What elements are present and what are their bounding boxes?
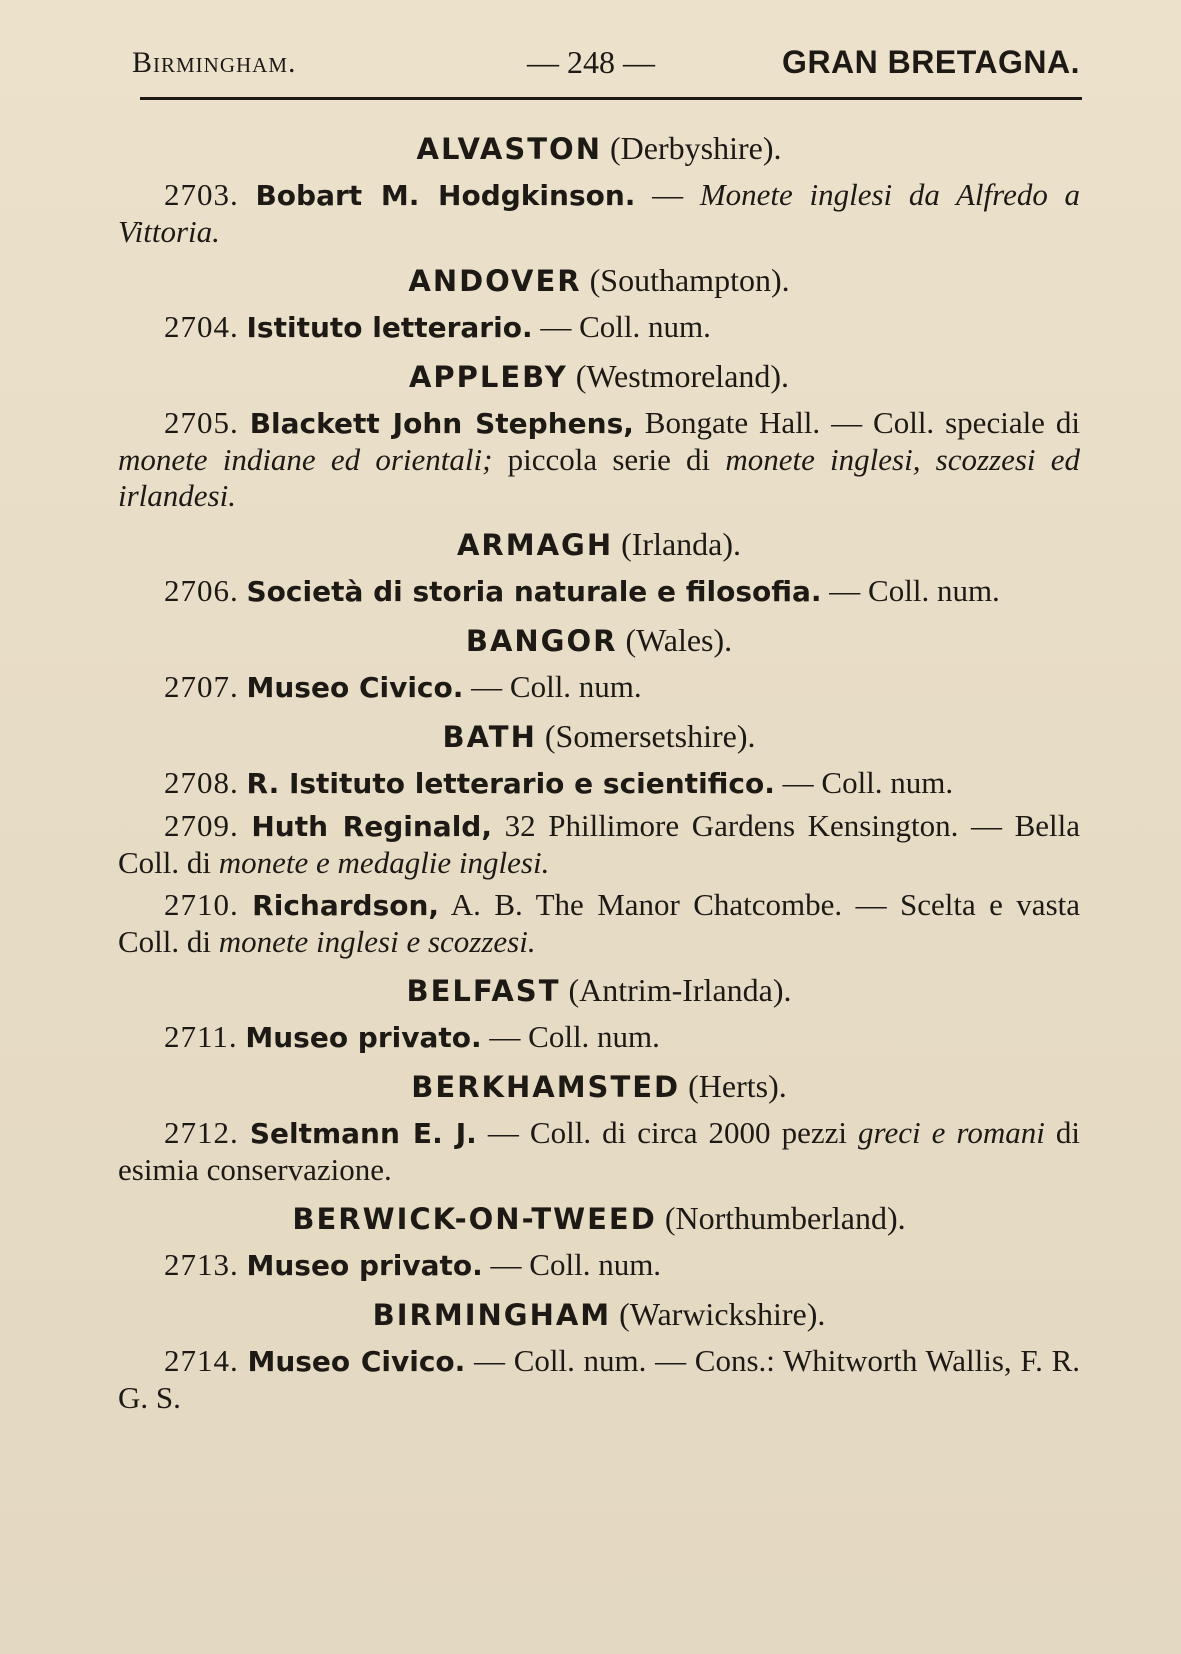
entry-text: — Coll. num.	[821, 573, 1000, 608]
entry-name: Museo Civico.	[246, 671, 464, 704]
place-region: (Westmoreland).	[575, 358, 790, 394]
entry-italic-text: Monete inglesi da Alfredo a Vittoria.	[118, 177, 1081, 249]
entry-text: —	[635, 177, 700, 212]
entry-italic-text: greci e romani	[858, 1115, 1045, 1150]
place-name: BELFAST	[406, 974, 561, 1008]
place-name: ALVASTON	[416, 132, 602, 166]
entry-number: 2713.	[164, 1247, 239, 1282]
collection-entry	[118, 405, 1080, 514]
entry-text: A. B. The Manor Chatcombe. — Scelta e vasta Coll. di	[118, 887, 1080, 959]
entry-name: Huth Reginald,	[251, 810, 492, 843]
place-name: APPLEBY	[408, 360, 568, 394]
place-section	[118, 260, 1080, 346]
place-name: BIRMINGHAM	[372, 1298, 612, 1332]
place-heading	[118, 716, 1080, 757]
place-section	[118, 716, 1080, 960]
place-section	[118, 356, 1080, 514]
collection-entry	[118, 1343, 1080, 1416]
entry-text: piccola serie di	[492, 442, 726, 477]
entry-number: 2712.	[164, 1115, 239, 1150]
collection-entry	[118, 1247, 1080, 1284]
collection-entry	[118, 1115, 1080, 1188]
place-heading	[118, 128, 1080, 169]
entry-name: Bobart M. Hodgkinson.	[255, 179, 636, 212]
place-name: ANDOVER	[408, 264, 582, 298]
place-name: BERWICK-ON-TWEED	[292, 1202, 657, 1236]
place-heading	[118, 356, 1080, 397]
place-heading	[118, 1198, 1080, 1239]
entry-name: R. Istituto letterario e scientifico.	[246, 767, 775, 800]
place-region: (Wales).	[625, 622, 733, 658]
place-name: ARMAGH	[456, 528, 614, 562]
place-section	[118, 620, 1080, 706]
place-section	[118, 128, 1080, 250]
collection-entry	[118, 887, 1080, 960]
place-heading	[118, 1294, 1080, 1335]
entry-number: 2706.	[164, 573, 239, 608]
place-name: BERKHAMSTED	[411, 1070, 681, 1104]
entry-text: — Coll. num.	[482, 1247, 662, 1282]
entry-name: Museo privato.	[245, 1021, 482, 1054]
place-heading	[118, 260, 1080, 301]
place-heading	[118, 620, 1080, 661]
page-number: — 248 —	[527, 44, 655, 80]
entry-name: Museo Civico.	[247, 1345, 466, 1378]
entry-text: Bongate Hall. — Coll. speciale di	[633, 405, 1080, 440]
place-name: BATH	[442, 720, 537, 754]
entry-text: — Coll. num.	[532, 309, 711, 344]
place-heading	[118, 524, 1080, 565]
entry-number: 2709.	[164, 808, 239, 843]
place-heading	[118, 1066, 1080, 1107]
place-region: (Antrim-Irlanda).	[568, 972, 792, 1008]
entry-italic-text: monete e medaglie inglesi.	[218, 845, 550, 880]
entry-text: — Coll. num. — Cons.: Whitworth Wallis, F. R. G. S.	[118, 1343, 1081, 1415]
collection-entry	[118, 765, 1080, 802]
entry-name: Istituto letterario.	[246, 311, 533, 344]
entry-text: — Coll. num.	[463, 669, 642, 704]
collection-entry	[118, 573, 1080, 610]
page-body	[118, 118, 1080, 1422]
place-name: BANGOR	[465, 624, 618, 658]
collection-entry	[118, 808, 1080, 881]
place-section	[118, 970, 1080, 1056]
entry-number: 2714.	[164, 1343, 239, 1378]
entry-italic-text: monete indiane ed orientali;	[118, 442, 493, 477]
running-head-country: GRAN BRETAGNA.	[782, 44, 1080, 80]
place-section	[118, 524, 1080, 610]
entry-number: 2704.	[164, 309, 239, 344]
place-region: (Somersetshire).	[544, 718, 756, 754]
place-section	[118, 1294, 1080, 1416]
place-region: (Derbyshire).	[609, 130, 782, 166]
running-head	[132, 40, 1080, 90]
entry-name: Seltmann E. J.	[249, 1117, 477, 1150]
place-heading	[118, 970, 1080, 1011]
entry-name: Museo privato.	[246, 1249, 483, 1282]
header-rule	[140, 97, 1082, 100]
entry-text: — Coll. di circa 2000 pezzi	[476, 1115, 859, 1150]
entry-text: — Coll. num.	[774, 765, 954, 800]
entry-italic-text: monete inglesi, scozzesi ed irlandesi.	[118, 442, 1080, 513]
entry-name: Richardson,	[252, 889, 440, 922]
entry-number: 2707.	[164, 669, 239, 704]
collection-entry	[118, 177, 1080, 250]
entry-text: di esimia conservazione.	[118, 1115, 1081, 1187]
place-region: (Warwickshire).	[619, 1296, 826, 1332]
entry-number: 2708.	[164, 765, 239, 800]
collection-entry	[118, 1019, 1080, 1056]
place-region: (Southampton).	[589, 262, 790, 298]
entry-name: Blackett John Stephens,	[249, 407, 634, 440]
place-region: (Herts).	[688, 1068, 787, 1104]
entry-text: 32 Phillimore Gardens Kensington. — Bella Coll. di	[118, 808, 1080, 880]
collection-entry	[118, 669, 1080, 706]
entry-number: 2710.	[164, 887, 239, 922]
entry-number: 2703.	[164, 177, 239, 212]
entry-italic-text: monete inglesi e scozzesi.	[218, 924, 536, 959]
place-section	[118, 1198, 1080, 1284]
collection-entry	[118, 309, 1080, 346]
entry-text: — Coll. num.	[481, 1019, 660, 1054]
place-region: (Northumberland).	[664, 1200, 906, 1236]
entry-number: 2705.	[164, 405, 239, 440]
place-section	[118, 1066, 1080, 1188]
entry-number: 2711.	[164, 1019, 238, 1054]
place-region: (Irlanda).	[621, 526, 742, 562]
entry-name: Società di storia naturale e filosofia.	[246, 575, 822, 608]
running-head-city: Birmingham.	[132, 46, 297, 79]
